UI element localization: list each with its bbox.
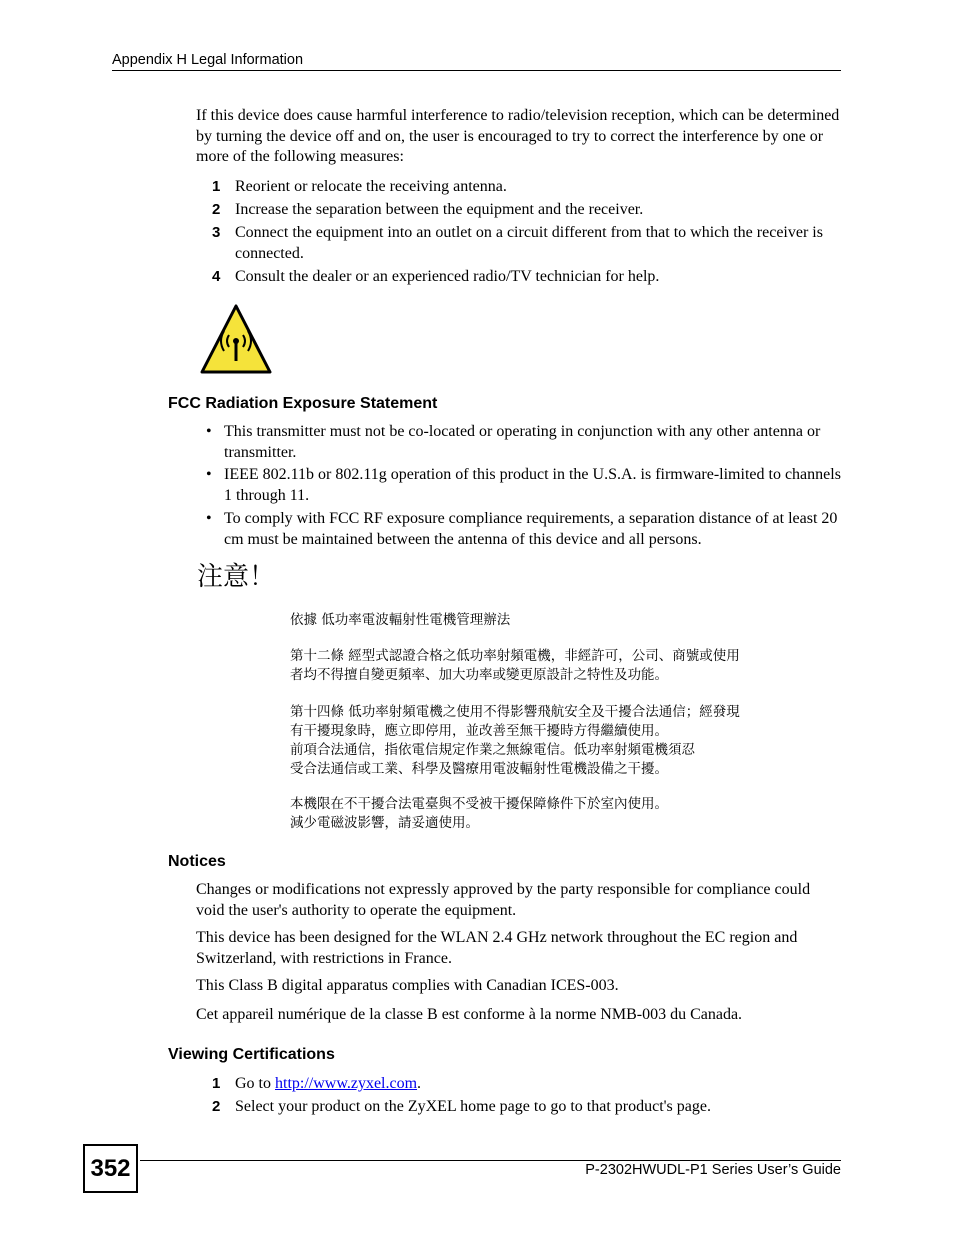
- list-number: 2: [212, 201, 221, 218]
- certifications-heading: Viewing Certifications: [168, 1046, 335, 1063]
- list-text: Reorient or relocate the receiving antenna.: [235, 178, 507, 195]
- step-suffix: .: [417, 1075, 422, 1092]
- list-number: 2: [212, 1098, 221, 1115]
- bullet-dot: •: [206, 423, 212, 440]
- taiwan-article-14: 第十四條 低功率射頻電機之使用不得影響飛航安全及干擾合法通信；經發現 有干擾現象時，應立即停用，並改善至無干擾時方得繼續使用。 前項合法通信，指依電信規定作業之無線電信。低功率射頻電機須忍 受合法通信或工業、科學及醫療用電波輻射性電機設備之干擾。: [290, 704, 740, 777]
- intro-paragraph: If this device does cause harmful interference to radio/television reception, which can be determined by turning the device off and on, the user is encouraged to try to correct the interference by one or more of the following measures:: [196, 107, 840, 165]
- list-text: Increase the separation between the equipment and the receiver.: [235, 201, 644, 218]
- bullet-dot: •: [206, 466, 212, 483]
- list-item: [206, 422, 841, 463]
- list-item: [196, 266, 841, 287]
- zyxel-link[interactable]: http://www.zyxel.com: [275, 1075, 418, 1092]
- list-text: Select your product on the ZyXEL home page to go to that product's page.: [235, 1098, 711, 1115]
- taiwan-notice-title: 注意！: [197, 562, 276, 592]
- page-number: 352: [83, 1144, 138, 1193]
- notices-paragraph: This device has been designed for the WLAN 2.4 GHz network throughout the EC region and Switzerland, with restrictions in France.: [196, 929, 798, 967]
- list-item: [196, 222, 841, 264]
- bullet-text: IEEE 802.11b or 802.11g operation of this product in the U.S.A. is firmware-limited to channels 1 through 11.: [224, 466, 841, 504]
- bullet-dot: •: [206, 510, 212, 527]
- notices-paragraph: This Class B digital apparatus complies with Canadian ICES-003.: [196, 977, 619, 994]
- notices-paragraph: Changes or modifications not expressly approved by the party responsible for compliance could void the user's authority to operate the equipment.: [196, 881, 811, 919]
- list-item: [196, 199, 841, 220]
- list-number: 3: [212, 224, 221, 241]
- list-text: Consult the dealer or an experienced radio/TV technician for help.: [235, 268, 660, 285]
- guide-title: P-2302HWUDL-P1 Series User’s Guide: [585, 1162, 841, 1178]
- taiwan-article-12: 第十二條 經型式認證合格之低功率射頻電機，非經許可，公司、商號或使用 者均不得擅自變更頻率、加大功率或變更原設計之特性及功能。: [290, 648, 740, 683]
- taiwan-line: 依據 低功率電波輻射性電機管理辦法: [290, 612, 511, 628]
- taiwan-indoor-notice: 本機限在不干擾合法電臺與不受被干擾保障條件下於室內使用。 減少電磁波影響，請妥適使用。: [290, 796, 668, 831]
- list-item: [206, 465, 841, 506]
- step-prefix: Go to: [235, 1075, 275, 1092]
- list-text: [235, 1073, 841, 1094]
- page-header: Appendix H Legal Information: [112, 52, 841, 71]
- notices-heading: Notices: [168, 853, 226, 870]
- list-number: 1: [212, 178, 221, 195]
- list-item: [196, 176, 841, 197]
- list-item: [196, 1073, 841, 1094]
- list-item: [206, 509, 841, 550]
- bullet-text: To comply with FCC RF exposure compliance requirements, a separation distance of at least 20 cm must be maintained between the antenna of this device and all persons.: [224, 510, 838, 548]
- bullet-text: This transmitter must not be co-located or operating in conjunction with any other antenna or transmitter.: [224, 423, 821, 461]
- rf-warning-icon: [200, 303, 272, 375]
- footer-divider: [140, 1160, 841, 1161]
- list-number: 1: [212, 1075, 221, 1092]
- list-item: [196, 1096, 841, 1117]
- list-number: 4: [212, 268, 221, 285]
- fcc-heading: FCC Radiation Exposure Statement: [168, 395, 438, 412]
- notices-paragraph: Cet appareil numérique de la classe B est conforme à la norme NMB-003 du Canada.: [196, 1006, 743, 1023]
- list-text: Connect the equipment into an outlet on a circuit different from that to which the receiver is connected.: [235, 224, 823, 262]
